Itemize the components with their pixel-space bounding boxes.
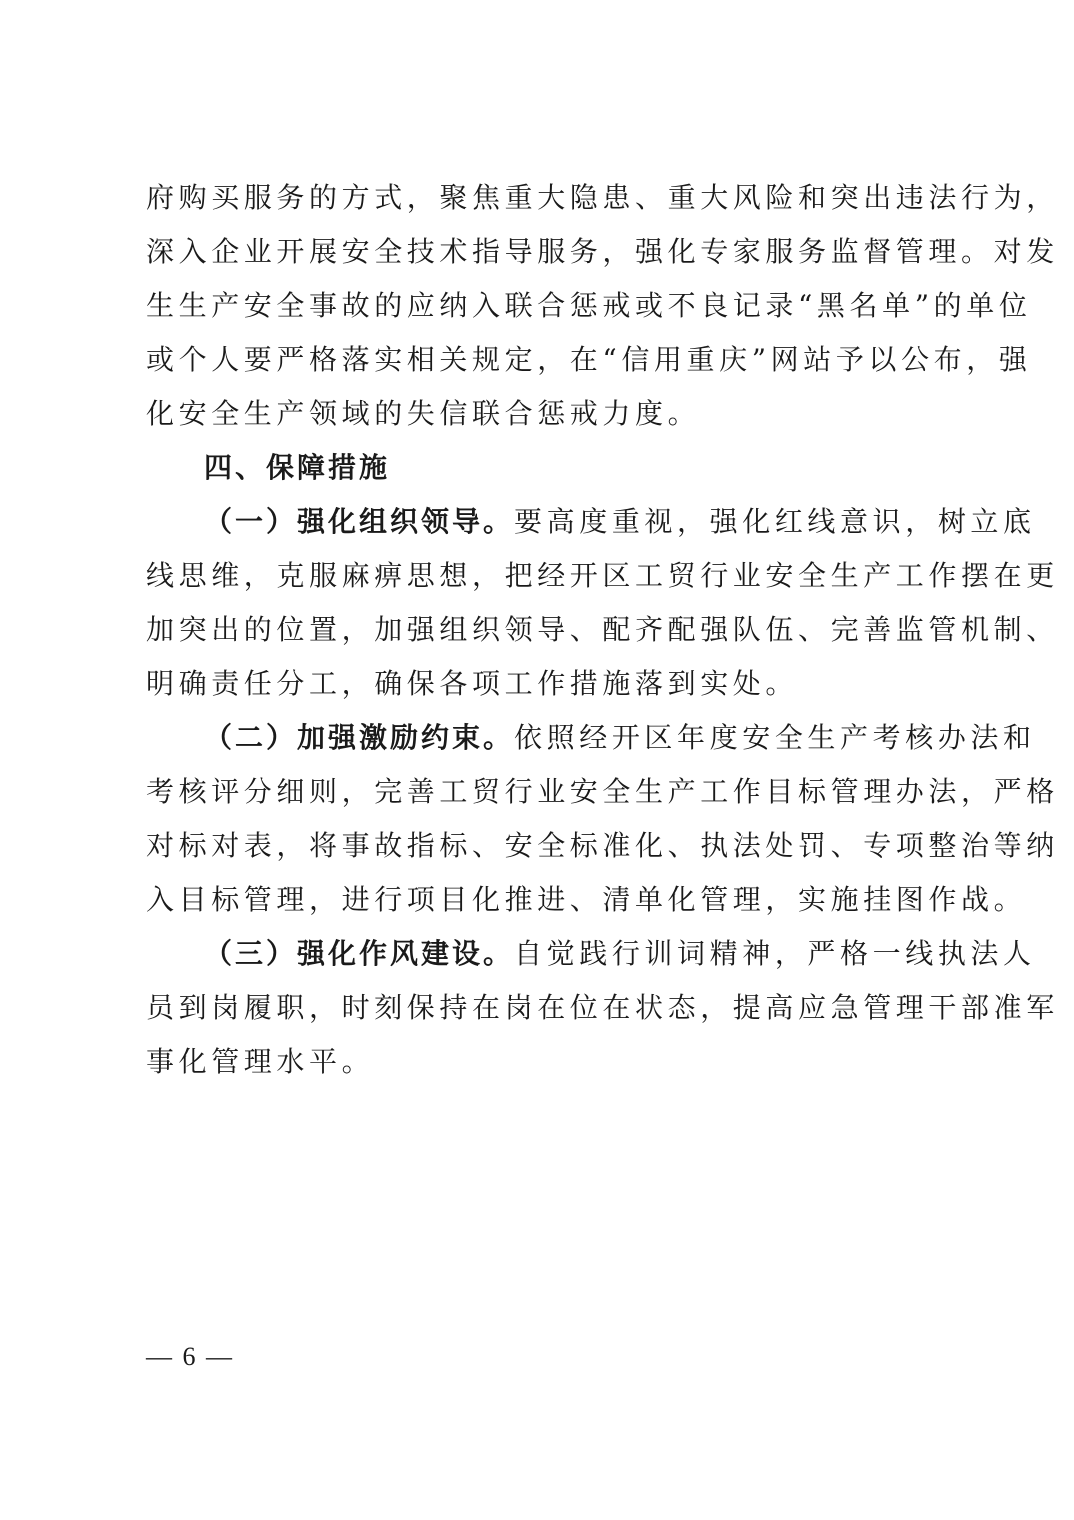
section-heading: 四、保障措施 [204,451,391,484]
paragraph-first-line [204,502,1036,542]
page-number: — 6 — [146,1342,234,1371]
body-line: 线思维，克服麻痹思想，把经开区工贸行业安全生产工作摆在更 [146,559,1059,592]
body-line: 化安全生产领域的失信联合惩戒力度。 [146,397,701,430]
body-line: 员到岗履职，时刻保持在岗在位在状态，提高应急管理干部准军 [146,991,1059,1024]
body-line: 生生产安全事故的应纳入联合惩戒或不良记录“黑名单”的单位 [146,289,1032,322]
body-line: 事化管理水平。 [146,1045,375,1078]
body-line: 府购买服务的方式，聚焦重大隐患、重大风险和突出违法行为， [146,181,1059,214]
paragraph-text: 依照经开区年度安全生产考核办法和 [514,721,1036,754]
paragraph-text: 自觉践行训词精神，严格一线执法人 [514,937,1036,970]
body-line: 考核评分细则，完善工贸行业安全生产工作目标管理办法，严格 [146,775,1059,808]
body-line: 入目标管理，进行项目化推进、清单化管理，实施挂图作战。 [146,883,1027,916]
paragraph-first-line [204,718,1036,758]
paragraph-lead: （三）强化作风建设。 [204,937,515,970]
body-line: 明确责任分工，确保各项工作措施落到实处。 [146,667,799,700]
body-line: 或个人要严格落实相关规定，在“信用重庆”网站予以公布，强 [146,343,1032,376]
paragraph-lead: （二）加强激励约束。 [204,721,515,754]
paragraph-lead: （一）强化组织领导。 [204,505,515,538]
body-line: 加突出的位置，加强组织领导、配齐配强队伍、完善监管机制、 [146,613,1059,646]
body-line: 对标对表，将事故指标、安全标准化、执法处罚、专项整治等纳 [146,829,1059,862]
paragraph-first-line [204,934,1036,974]
paragraph-text: 要高度重视，强化红线意识，树立底 [514,505,1036,538]
body-line: 深入企业开展安全技术指导服务，强化专家服务监督管理。对发 [146,235,1059,268]
